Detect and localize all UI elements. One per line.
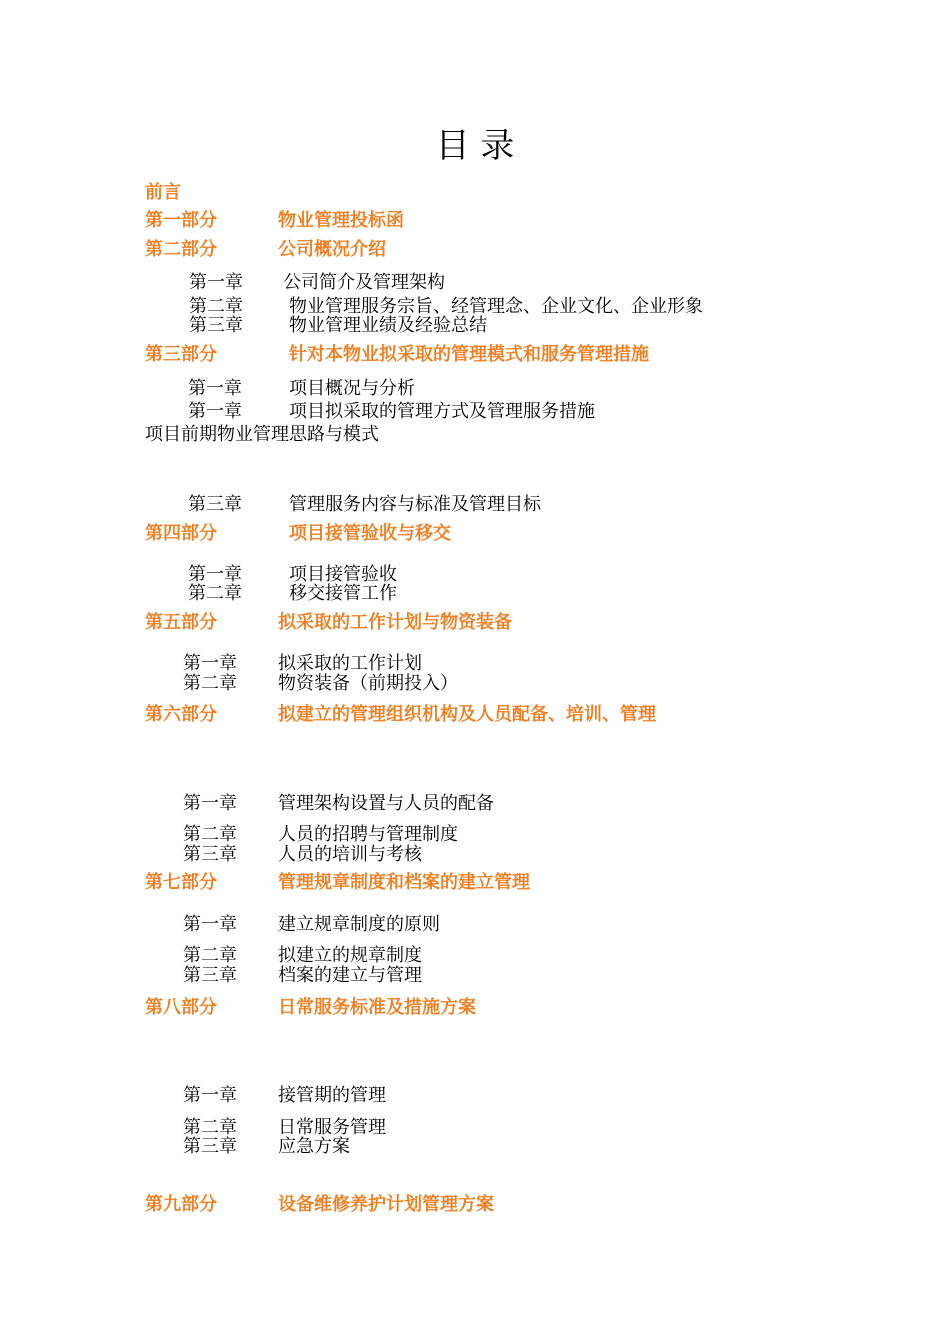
part-8-label: 第八部分: [145, 997, 217, 1018]
chapter-title: 应急方案: [278, 1136, 350, 1157]
chapter-title: 管理服务内容与标准及管理目标: [289, 494, 541, 515]
chapter-title: 档案的建立与管理: [278, 965, 422, 986]
part-4-title: 项目接管验收与移交: [289, 523, 451, 544]
chapter-title: 公司简介及管理架构: [283, 272, 445, 293]
part-3-title: 针对本物业拟采取的管理模式和服务管理措施: [289, 344, 649, 365]
chapter-title: 项目概况与分析: [289, 378, 415, 399]
chapter-label: 第一章: [188, 401, 242, 422]
part-2-label: 第二部分: [145, 239, 217, 260]
part-1-label: 第一部分: [145, 210, 217, 231]
chapter-title: 移交接管工作: [289, 583, 397, 604]
chapter-title: 人员的培训与考核: [278, 844, 422, 865]
chapter-label: 第三章: [188, 494, 242, 515]
chapter-title: 物资装备（前期投入）: [278, 673, 458, 694]
chapter-label: 第二章: [183, 1117, 237, 1138]
chapter-title: 管理架构设置与人员的配备: [278, 793, 494, 814]
page-title: 目 录: [435, 126, 515, 166]
part-6-label: 第六部分: [145, 704, 217, 725]
chapter-title: 项目拟采取的管理方式及管理服务措施: [289, 401, 595, 422]
part-5-title: 拟采取的工作计划与物资装备: [278, 612, 512, 633]
chapter-label: 第二章: [189, 296, 243, 317]
chapter-label: 第三章: [189, 315, 243, 336]
chapter-label: 第一章: [188, 564, 242, 585]
chapter-title: 人员的招聘与管理制度: [278, 824, 458, 845]
chapter-label: 第一章: [183, 914, 237, 935]
chapter-title: 建立规章制度的原则: [278, 914, 440, 935]
part-7-label: 第七部分: [145, 872, 217, 893]
chapter-title: 物业管理业绩及经验总结: [289, 315, 487, 336]
chapter-label: 第一章: [188, 378, 242, 399]
chapter-title: 拟建立的规章制度: [278, 945, 422, 966]
chapter-title: 项目接管验收: [289, 564, 397, 585]
chapter-label: 第一章: [183, 653, 237, 674]
chapter-title: 接管期的管理: [278, 1085, 386, 1106]
chapter-title: 物业管理服务宗旨、经管理念、企业文化、企业形象: [289, 296, 703, 317]
chapter-label: 第一章: [189, 272, 243, 293]
part-9-title: 设备维修养护计划管理方案: [278, 1194, 494, 1215]
chapter-title: 拟采取的工作计划: [278, 653, 422, 674]
part-5-label: 第五部分: [145, 612, 217, 633]
chapter-label: 第三章: [183, 965, 237, 986]
part-9-label: 第九部分: [145, 1194, 217, 1215]
chapter-label: 第三章: [183, 844, 237, 865]
chapter-label: 第一章: [183, 793, 237, 814]
part-7-title: 管理规章制度和档案的建立管理: [278, 872, 530, 893]
chapter-label: 第二章: [183, 824, 237, 845]
chapter-label: 第一章: [183, 1085, 237, 1106]
part-3-label: 第三部分: [145, 344, 217, 365]
chapter-label: 第三章: [183, 1136, 237, 1157]
part-4-label: 第四部分: [145, 523, 217, 544]
chapter-label: 第二章: [183, 945, 237, 966]
part-8-title: 日常服务标准及措施方案: [278, 997, 476, 1018]
chapter-title: 日常服务管理: [278, 1117, 386, 1138]
toc-extra-line: 项目前期物业管理思路与模式: [145, 424, 379, 445]
chapter-label: 第二章: [188, 583, 242, 604]
part-6-title: 拟建立的管理组织机构及人员配备、培训、管理: [278, 704, 656, 725]
chapter-label: 第二章: [183, 673, 237, 694]
toc-preface: 前言: [145, 182, 181, 203]
part-1-title: 物业管理投标函: [278, 210, 404, 231]
part-2-title: 公司概况介绍: [278, 239, 386, 260]
